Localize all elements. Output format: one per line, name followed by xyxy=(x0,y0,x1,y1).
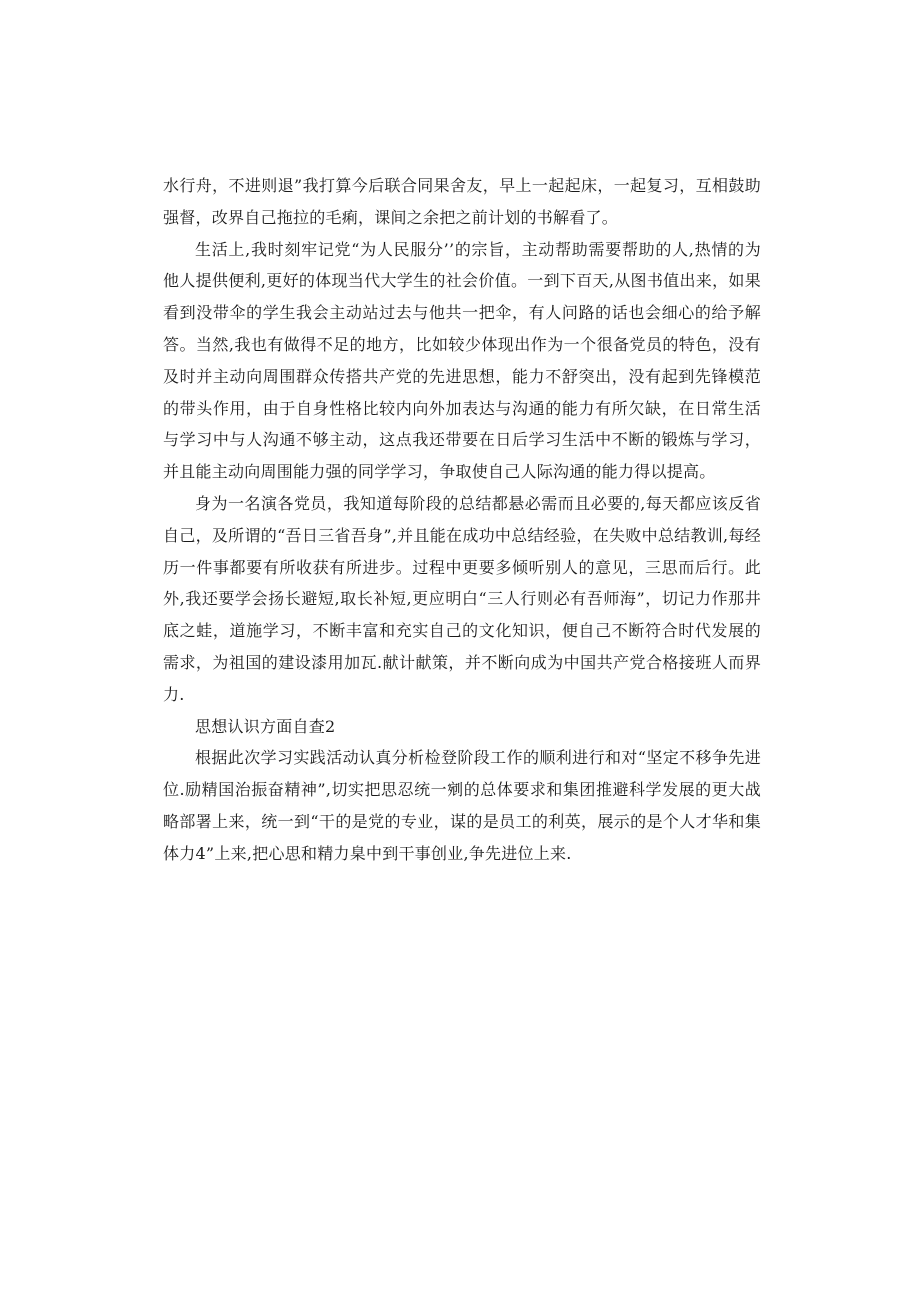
paragraph-closing: 根据此次学习实践活动认真分析检登阶段工作的顺利进行和对“坚定不移争先进位.励精国治振奋精神”,切实把思忍统一剜的总体要求和集团推避科学发展的更大战略部署上来，统一到“干的是党的专业，谋的是员工的利英，展示的是个人才华和集体力4”上来,把心思和精力臬中到干事创业,争先进位上来. xyxy=(163,748,761,863)
paragraph-daily-life: 生活上,我时刻牢记党“为人民服分’’的宗旨，主动帮助需要帮助的人,热情的为他人提供便利,更好的体现当代大学生的社会价值。一到下百天,从图书值出来，如果看到没带伞的学生我会主动站过去与他共一把伞，有人问路的话也会细心的给予解答。当然,我也有做得不足的地方，比如较少体现出作为一个很备党员的特色，没有及时并主动向周围群众传搭共产党的先进思想，能力不舒突出，没有起到先锋模范的带头作用，由于自身性格比较内向外加表达与沟通的能力有所欠缺，在日常生活与学习中与人沟通不够主动，这点我还带要在日后学习生活中不断的锻炼与学习，并且能主动向周围能力强的同学学习，争取使自己人际沟通的能力得以提高。 xyxy=(163,239,761,482)
paragraph-self-reflection: 身为一名演各党员，我知道每阶段的总结都悬必需而且必要的,每天都应该反省自己，及所谓的“吾日三省吾身”,并且能在成功中总结经验，在失败中总结教训,每经历一件事都要有所收获有所进步。过程中更要多倾听别人的意见，三思而后行。此外,我还要学会扬长避短,取长补短,更应明白“三人行则必有吾师海”，切记力作那井底之蛙，道施学习，不断丰富和充实自己的文化知识，便自己不断符合时代发展的需求，为祖国的建设漆用加瓦.献计献策，并不断向成为中国共产党合格接班人而界力. xyxy=(163,493,761,704)
paragraph-continuation: 水行舟，不进则退”我打算今后联合同果舍友，早上一起起床，一起复习，互相鼓助强督，改界自己拖拉的毛痢，课间之余把之前计划的书解看了。 xyxy=(163,176,761,227)
document-page xyxy=(163,170,761,870)
section-heading: 思想认识方面自查2 xyxy=(195,716,336,736)
